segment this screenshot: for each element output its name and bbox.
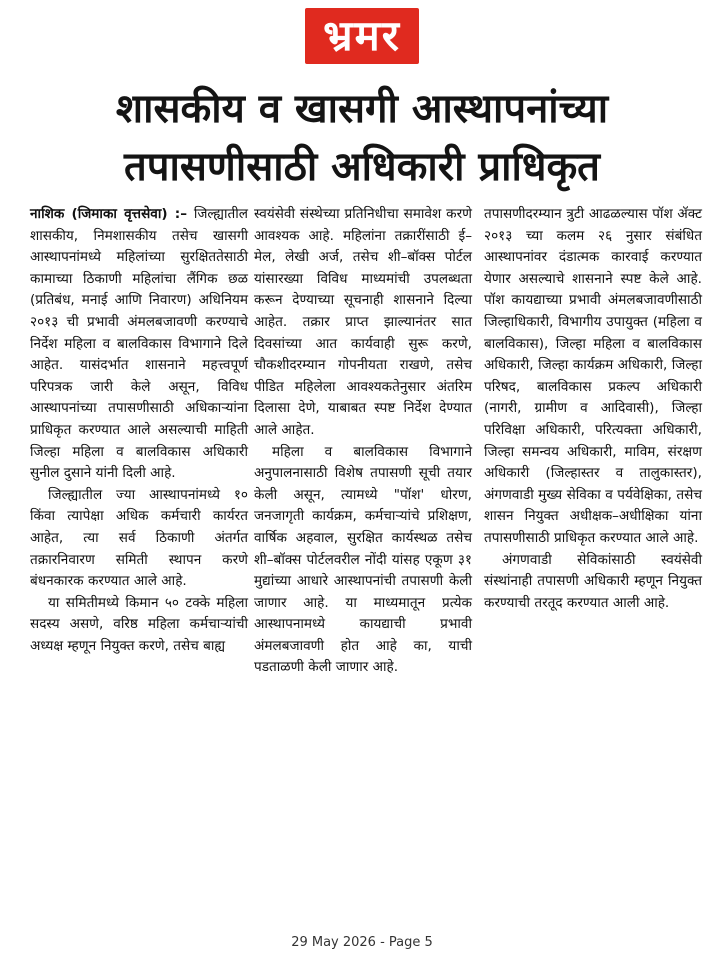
article-column-2: [254, 204, 472, 679]
article-paragraph: या समितीमध्ये किमान ५० टक्के महिला सदस्य असणे, वरिष्ठ महिला कर्मचाऱ्यांची अध्यक्ष म्हणून नियुक्त करणे, तसेच बाह्य: [30, 594, 248, 654]
headline-line-1: शासकीय व खासगी आस्थापनांच्या: [115, 86, 609, 132]
article-column-3: [484, 204, 702, 614]
paragraph-text: जिल्ह्यातील शासकीय, निमशासकीय तसेच खासगी आस्थापनांमध्ये महिलांच्या सुरक्षिततेसाठी कामाच्या ठिकाणी महिलांचा लैंगिक छळ (प्रतिबंध, मनाई आणि निवारण) अधिनियम २०१३ ची प्रभावी अंमलबजावणी करण्याचे निर्देश महिला व बालविकास विभागाने दिले आहेत. यासंदर्भात शासनाने महत्त्वपूर्ण परिपत्रक जारी केले असून, विविध आस्थापनांच्या तपासणीसाठी अधिकाऱ्यांना प्राधिकृत करण्यात आले असल्याची माहिती जिल्हा महिला व बालविकास अधिकारी सुनील दुसाने यांनी दिली आहे.: [30, 206, 248, 482]
page-footer: 29 May 2026 - Page 5: [291, 935, 433, 950]
article-paragraph: स्वयंसेवी संस्थेच्या प्रतिनिधीचा समावेश करणे आवश्यक आहे. महिलांना तक्रारींसाठी ई–मेल, लेखी अर्ज, तसेच शी–बॉक्स पोर्टल यांसारख्या विविध माध्यमांची उपलब्धता करून देण्याच्या सूचनाही शासनाने दिल्या आहेत. तक्रार प्राप्त झाल्यानंतर सात दिवसांच्या आत कार्यवाही सुरू करणे, चौकशीदरम्यान गोपनीयता राखणे, तसेच पीडित महिलेला आवश्यकतेनुसार अंतरिम दिलासा देणे, याबाबत स्पष्ट निर्देश देण्यात आले आहेत.: [254, 206, 472, 438]
masthead: [0, 0, 724, 72]
dateline: नाशिक (जिमाका वृत्तसेवा) :–: [30, 206, 188, 222]
article-column-1: [30, 204, 248, 657]
article-paragraph: [30, 204, 248, 485]
article-paragraph: जिल्ह्यातील ज्या आस्थापनांमध्ये १० किंवा त्यापेक्षा अधिक कर्मचारी कार्यरत आहेत, त्या सर्व ठिकाणी अंतर्गत तक्रारनिवारण समिती स्थापन करणे बंधनकारक करण्यात आले आहे.: [30, 486, 248, 590]
headline-line-2: तपासणीसाठी अधिकारी प्राधिकृत: [124, 144, 600, 190]
article-paragraph: तपासणीदरम्यान त्रुटी आढळल्यास पॉश ॲक्ट २०१३ च्या कलम २६ नुसार संबंधित आस्थापनांवर दंडात्मक कारवाई करण्यात येणार असल्याचे शासनाने स्पष्ट केले आहे. पॉश कायद्याच्या प्रभावी अंमलबजावणीसाठी जिल्हाधिकारी, विभागीय उपायुक्त (महिला व बालविकास), जिल्हा महिला व बालविकास अधिकारी, जिल्हा कार्यक्रम अधिकारी, जिल्हा परिषद, बालविकास प्रकल्प अधिकारी (नागरी, ग्रामीण व आदिवासी), जिल्हा परिविक्षा अधिकारी, परित्यक्ता अधिकारी, जिल्हा समन्वय अधिकारी, माविम, संरक्षण अधिकारी (जिल्हास्तर व तालुकास्तर), अंगणवाडी मुख्य सेविका व पर्यवेक्षिका, तसेच शासन नियुक्त अधीक्षक–अधीक्षिका यांना तपासणीसाठी प्राधिकृत करण्यात आले आहे.: [484, 206, 702, 546]
newspaper-logo: भ्रमर: [305, 8, 419, 64]
article-paragraph: महिला व बालविकास विभागाने अनुपालनासाठी विशेष तपासणी सूची तयार केली असून, त्यामध्ये "पॉश' धोरण, जनजागृती कार्यक्रम, कर्मचाऱ्यांचे प्रशिक्षण, वार्षिक अहवाल, सुरक्षित कार्यस्थळ तसेच शी–बॉक्स पोर्टलवरील नोंदी यांसह एकूण ३१ मुद्यांच्या आधारे आस्थापनांची तपासणी केली जाणार आहे. या माध्यमातून प्रत्येक आस्थापनामध्ये कायद्याची प्रभावी अंमलबजावणी होत आहे का, याची पडताळणी केली जाणार आहे.: [254, 443, 472, 676]
headline: [0, 80, 724, 196]
article-paragraph: अंगणवाडी सेविकांसाठी स्वयंसेवी संस्थांनाही तपासणी अधिकारी म्हणून नियुक्त करण्याची तरतूद करण्यात आली आहे.: [484, 551, 702, 611]
